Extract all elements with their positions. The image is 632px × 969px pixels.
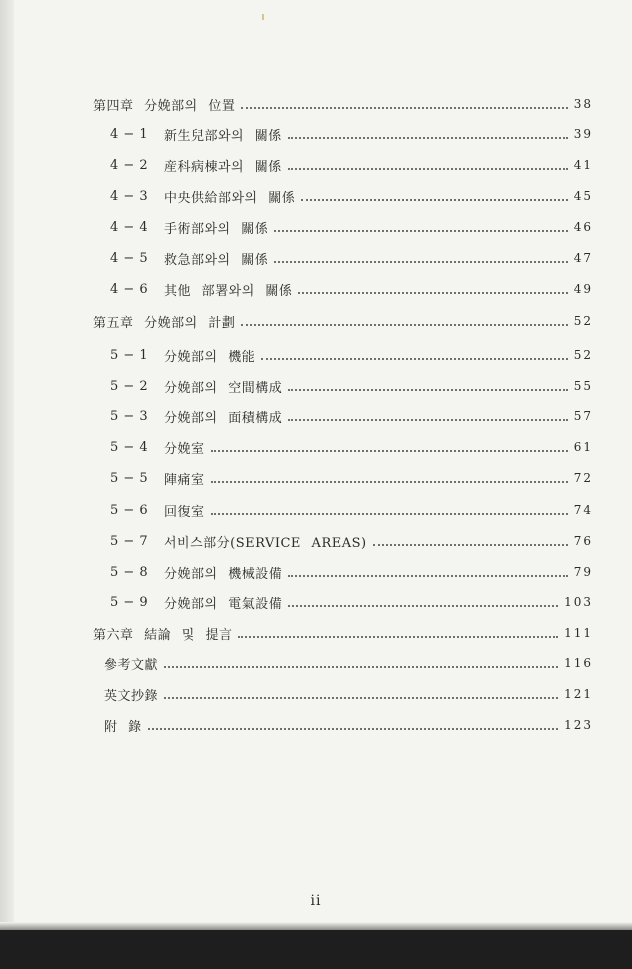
toc-entry [104,653,593,673]
section-number: 5 − 2 [110,378,149,394]
section-title: 手術部와의 關係 [164,221,269,237]
section-number: 5 − 3 [110,408,149,424]
dot-leader [288,137,568,139]
toc-entry [110,124,593,144]
toc-entry [110,186,593,206]
page-number: 121 [564,687,593,701]
section-title: 回復室 [164,504,205,520]
dot-leader [288,605,558,607]
chapter-title: 第六章 結論 및 提言 [93,627,233,643]
page-number: 57 [573,409,593,423]
chapter-title: 第五章 分娩部의 計劃 [93,315,236,331]
section-title: 其他 部署와의 關係 [164,283,293,299]
section-title: 産科病棟과의 關係 [164,159,282,175]
back-matter-title: 附 錄 [104,719,142,735]
toc-entry [104,684,593,704]
section-number: 5 − 4 [110,439,149,455]
page-number: 61 [573,440,593,454]
section-number: 4 − 6 [110,281,149,297]
section-title: 陣痛室 [164,472,205,488]
section-title: 서비스部分(SERVICE AREAS) [164,535,367,551]
dot-leader [211,513,568,515]
page-number: 52 [573,348,593,362]
dot-leader [164,666,558,668]
toc-entry [110,248,593,268]
toc-entry [93,623,593,643]
toc-entry [93,311,593,331]
page-number: 55 [573,379,593,393]
dot-leader [301,199,567,201]
page-number: 52 [573,314,593,328]
page-number: 47 [573,251,593,265]
dot-leader [211,481,568,483]
page-number: 38 [573,97,593,111]
page-number: 74 [573,503,593,517]
section-title: 分娩部의 空間構成 [164,380,283,396]
section-number: 4 − 5 [110,250,149,266]
page-number: 39 [573,127,593,141]
toc-entry [110,437,593,457]
back-matter-title: 英文抄錄 [104,688,159,704]
chapter-title: 第四章 分娩部의 位置 [93,98,236,114]
toc-entry [110,376,593,396]
page-number: 72 [573,471,593,485]
dot-leader [164,697,558,699]
dot-leader [148,728,558,730]
section-title: 分娩部의 面積構成 [164,410,283,426]
dot-leader [373,544,568,546]
page-number: 49 [573,282,593,296]
page-number: 116 [564,656,593,670]
toc-entry [110,406,593,426]
back-matter-title: 參考文獻 [104,657,159,673]
page-number: 46 [573,220,593,234]
dot-leader [241,107,567,109]
dot-leader [274,230,567,232]
dot-leader [238,636,558,638]
toc-entry [93,94,593,114]
section-title: 分娩室 [164,441,205,457]
section-number: 4 − 1 [110,126,149,142]
section-number: 5 − 7 [110,533,149,549]
section-number: 5 − 8 [110,564,149,580]
section-number: 4 − 2 [110,157,149,173]
page-folio: ii [310,893,322,909]
section-number: 5 − 5 [110,470,149,486]
dot-leader [274,261,567,263]
dot-leader [211,450,568,452]
dot-leader [261,358,568,360]
toc-entry [110,500,593,520]
dot-leader [241,324,567,326]
section-title: 救急部와의 關係 [164,252,269,268]
toc-entry [110,155,593,175]
section-number: 5 − 1 [110,347,149,363]
page-number: 111 [564,626,593,640]
dot-leader [288,419,568,421]
section-title: 分娩部의 機械設備 [164,566,283,582]
toc-entry [110,279,593,299]
page-number: 45 [573,189,593,203]
page-number: 123 [564,718,593,732]
dot-leader [288,575,568,577]
section-number: 4 − 3 [110,188,149,204]
section-title: 分娩部의 電氣設備 [164,596,283,612]
toc-entry [110,217,593,237]
section-title: 分娩部의 機能 [164,349,256,365]
dot-leader [288,168,568,170]
section-title: 新生兒部와의 關係 [164,128,282,144]
dot-leader [288,389,568,391]
section-number: 5 − 9 [110,594,149,610]
section-title: 中央供給部와의 關係 [164,190,296,206]
toc-entry [110,531,593,551]
page-number: 79 [573,565,593,579]
toc-entry [110,562,593,582]
section-number: 4 − 4 [110,219,149,235]
page-number: 103 [564,595,593,609]
toc-entry [110,468,593,488]
section-number: 5 − 6 [110,502,149,518]
dot-leader [298,292,567,294]
page-bottom-shadow [0,922,632,930]
scanner-background [0,930,632,969]
toc-entry [110,345,593,365]
page-number: 41 [573,158,593,172]
toc-entry [110,592,593,612]
page-number: 76 [573,534,593,548]
toc-entry [104,715,593,735]
